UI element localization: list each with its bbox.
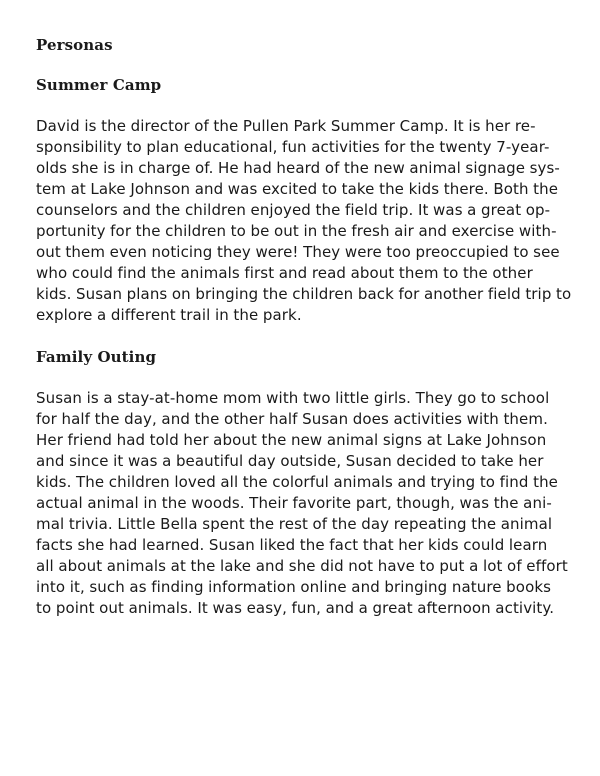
text-line: out them even noticing they were! They were too preoccupied to see xyxy=(36,243,560,261)
text-line: and since it was a beautiful day outside, Susan decided to take her xyxy=(36,452,544,470)
section-heading-family-outing: Family Outing xyxy=(36,348,157,366)
text-line: kids. Susan plans on bringing the children back for another field trip to xyxy=(36,285,572,303)
text-line: who could find the animals first and read about them to the other xyxy=(36,264,533,282)
text-line: into it, such as finding information online and bringing nature books xyxy=(36,578,552,596)
persona-summer-camp xyxy=(36,76,570,326)
text-line: portunity for the children to be out in the fresh air and exercise with- xyxy=(36,222,557,240)
text-line: to point out animals. It was easy, fun, and a great afternoon activity. xyxy=(36,599,555,617)
section-body-family-outing xyxy=(36,388,576,619)
persona-family-outing xyxy=(36,348,570,619)
text-line: kids. The children loved all the colorful animals and trying to find the xyxy=(36,473,559,491)
page-title: Personas xyxy=(36,36,113,54)
text-line: facts she had learned. Susan liked the fact that her kids could learn xyxy=(36,536,548,554)
text-line: olds she is in charge of. He had heard of the new animal signage sys- xyxy=(36,159,560,177)
text-line: Susan is a stay-at-home mom with two little girls. They go to school xyxy=(36,389,550,407)
text-line: counselors and the children enjoyed the field trip. It was a great op- xyxy=(36,201,551,219)
text-line: all about animals at the lake and she did not have to put a lot of effort xyxy=(36,557,568,575)
text-line: mal trivia. Little Bella spent the rest of the day repeating the animal xyxy=(36,515,553,533)
text-line: sponsibility to plan educational, fun activities for the twenty 7-year- xyxy=(36,138,550,156)
text-line: tem at Lake Johnson and was excited to take the kids there. Both the xyxy=(36,180,559,198)
text-line: Her friend had told her about the new animal signs at Lake Johnson xyxy=(36,431,547,449)
section-heading-summer-camp: Summer Camp xyxy=(36,76,162,94)
section-body-summer-camp xyxy=(36,116,576,326)
text-line: explore a different trail in the park. xyxy=(36,306,302,324)
text-line: David is the director of the Pullen Park Summer Camp. It is her re- xyxy=(36,117,536,135)
text-line: for half the day, and the other half Susan does activities with them. xyxy=(36,410,548,428)
text-line: actual animal in the woods. Their favorite part, though, was the ani- xyxy=(36,494,552,512)
